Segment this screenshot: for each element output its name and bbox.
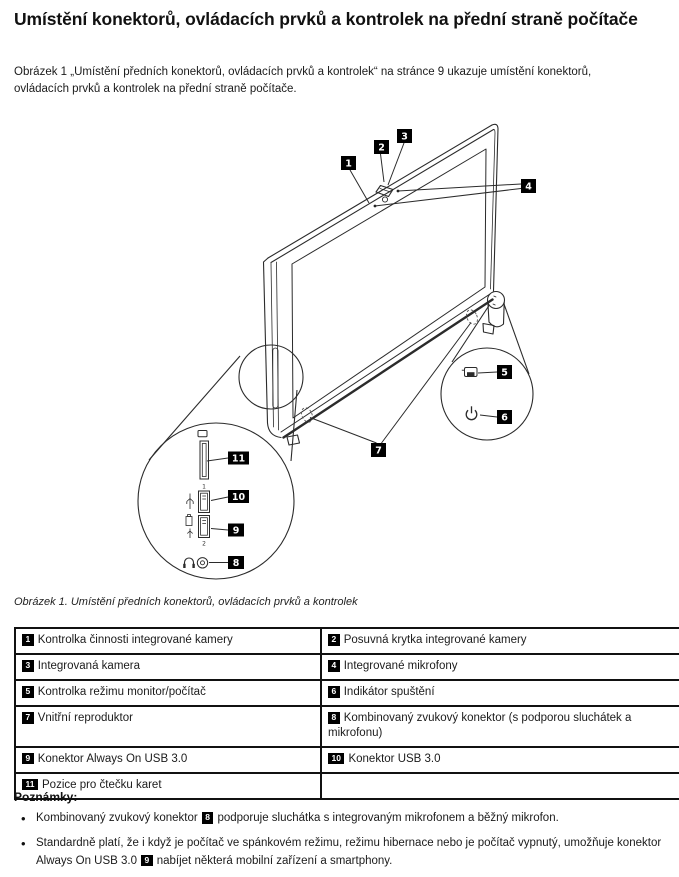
num-badge: 8 — [202, 812, 214, 824]
num-badge: 1 — [22, 634, 34, 646]
svg-text:9: 9 — [232, 525, 240, 537]
note-item — [14, 835, 662, 870]
legend-label: Integrovaná kamera — [37, 659, 141, 672]
callout-8 — [228, 556, 244, 569]
callout-legend-table — [14, 627, 679, 800]
table-row — [15, 680, 679, 706]
svg-text:10: 10 — [231, 492, 246, 503]
note-text: Standardně platí, že i když je počítač ve spánkovém režimu, režimu hibernace nebo je počítač vypnutý, umožňuje konektor Always On USB 3.0 — [36, 837, 662, 867]
power-icon — [466, 406, 477, 419]
num-badge: 3 — [22, 660, 34, 672]
callout-5 — [497, 365, 512, 379]
leader-lines — [207, 143, 521, 563]
usb-port-1 — [199, 491, 210, 513]
svg-text:3: 3 — [401, 131, 408, 143]
legend-label: Kombinovaný zvukový konektor (s podporou sluchátek a mikrofonu) — [328, 711, 632, 739]
headphone-icon — [183, 558, 195, 568]
figure-caption: Obrázek 1. Umístění předních konektorů, ovládacích prvků a kontrolek — [14, 596, 358, 608]
magnifier-circles — [138, 304, 533, 579]
control-icons — [462, 368, 477, 420]
legend-label: Konektor USB 3.0 — [348, 752, 441, 765]
callout-1 — [341, 156, 356, 170]
usb-port-1-label: 1 — [202, 483, 206, 491]
front-view-diagram — [0, 106, 679, 592]
note-text: Kombinovaný zvukový konektor — [36, 812, 198, 824]
callout-3 — [397, 129, 412, 143]
notes-list — [14, 810, 662, 877]
usb-port-2 — [199, 516, 210, 538]
computer-outline — [264, 124, 505, 445]
num-badge: 9 — [141, 855, 153, 867]
right-foot — [483, 324, 494, 335]
magnifier-circle-controls — [441, 348, 533, 440]
callout-9 — [228, 524, 244, 537]
svg-text:1: 1 — [345, 158, 352, 170]
callout-7 — [371, 443, 386, 457]
callout-boxes — [228, 129, 536, 569]
svg-text:6: 6 — [501, 412, 508, 424]
notes-heading: Poznámky: — [14, 790, 78, 804]
intro-paragraph: Obrázek 1 „Umístění předních konektorů, ovládacích prvků a kontrolek“ na stránce 9 ukazuje umístění konektorů, ovládacích prvků a kontrolek na přední straně počítače. — [14, 66, 592, 95]
table-row — [15, 654, 679, 680]
card-reader-slot — [200, 441, 209, 479]
usb3-icon — [187, 494, 193, 510]
callout-2 — [374, 140, 389, 154]
legend-label: Konektor Always On USB 3.0 — [37, 752, 188, 765]
note-text: podporuje sluchátka s integrovaným mikrofonem a běžný mikrofon. — [217, 812, 559, 824]
svg-text:2: 2 — [378, 142, 385, 154]
svg-text:7: 7 — [375, 445, 382, 457]
note-item — [14, 810, 662, 827]
callout-6 — [497, 410, 512, 424]
legend-label: Integrované mikrofony — [343, 659, 458, 672]
media-card-icon — [198, 431, 207, 437]
legend-label: Indikátor spuštění — [343, 685, 435, 698]
legend-label: Kontrolka režimu monitor/počítač — [37, 685, 206, 698]
legend-label: Vnitřní reproduktor — [37, 711, 133, 724]
svg-text:4: 4 — [525, 181, 532, 193]
monitor-mode-icon — [462, 368, 477, 377]
note-text: nabíjet některá mobilní zařízení a smartphony. — [156, 854, 393, 867]
num-badge: 10 — [328, 753, 344, 765]
callout-4 — [521, 179, 536, 193]
table-row — [15, 773, 679, 799]
svg-text:11: 11 — [231, 453, 246, 465]
audio-jack-icon — [197, 558, 207, 568]
magnifier-source-left — [239, 345, 303, 409]
callout-11 — [228, 452, 249, 465]
legend-label: Kontrolka činnosti integrované kamery — [37, 634, 233, 646]
num-badge: 7 — [22, 712, 34, 724]
num-badge: 9 — [22, 753, 34, 765]
svg-text:5: 5 — [501, 367, 508, 379]
num-badge: 8 — [328, 712, 340, 724]
camera-module — [376, 186, 393, 203]
usb-port-2-label: 2 — [202, 540, 206, 548]
num-badge: 6 — [328, 686, 340, 698]
side-port-strip — [273, 348, 278, 408]
legend-label: Posuvná krytka integrované kamery — [343, 634, 527, 646]
camera-lens-icon — [382, 197, 387, 202]
table-row — [15, 747, 679, 773]
svg-text:8: 8 — [232, 558, 240, 569]
table-row — [15, 706, 679, 747]
callout-10 — [228, 490, 249, 503]
num-badge: 11 — [22, 779, 38, 791]
legend-label: Pozice pro čtečku karet — [42, 778, 162, 791]
page-title: Umístění konektorů, ovládacích prvků a kontrolek na přední straně počítače — [14, 9, 638, 29]
battery-charge-icon — [186, 515, 193, 539]
table-row — [15, 628, 679, 654]
num-badge: 5 — [22, 686, 34, 698]
num-badge: 4 — [328, 660, 340, 672]
hinge-cylinder — [483, 292, 505, 335]
num-badge: 2 — [328, 634, 340, 646]
